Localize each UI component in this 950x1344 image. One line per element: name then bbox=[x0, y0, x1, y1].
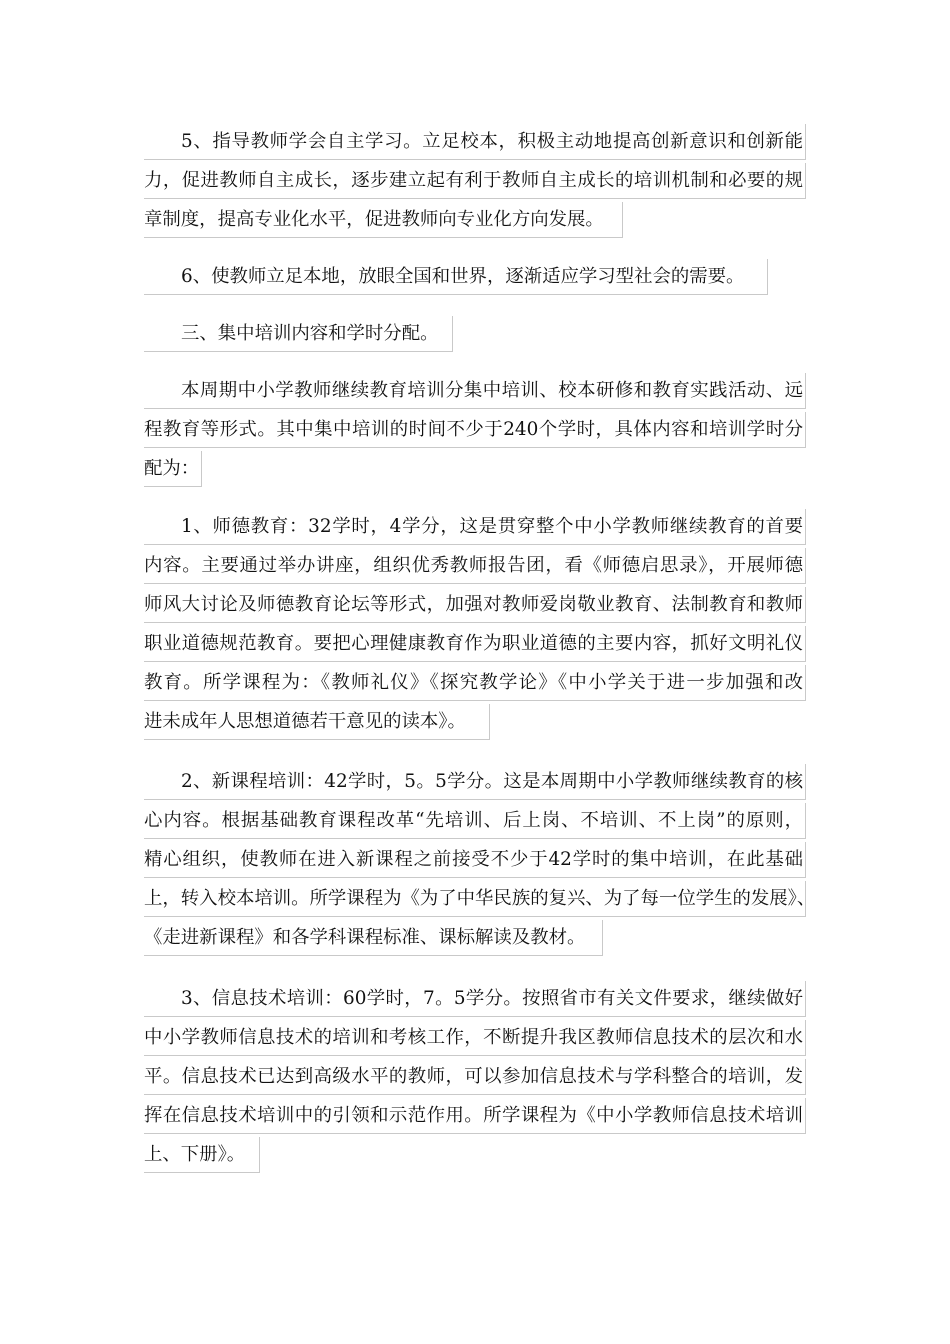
text-line: 本周期中小学教师继续教育培训分集中培训、校本研修和教育实践活动、远 bbox=[144, 373, 806, 409]
text-line: 内容。主要通过举办讲座，组织优秀教师报告团，看《师德启思录》，开展师德 bbox=[144, 548, 806, 584]
text-line: 挥在信息技术培训中的引领和示范作用。所学课程为《中小学教师信息技术培训 bbox=[144, 1098, 806, 1134]
text-line: 上、下册》。 bbox=[144, 1137, 260, 1173]
text-line: 程教育等形式。其中集中培训的时间不少于240个学时，具体内容和培训学时分 bbox=[144, 412, 806, 448]
text-line: 中小学教师信息技术的培训和考核工作，不断提升我区教师信息技术的层次和水 bbox=[144, 1020, 806, 1056]
text-line: 力，促进教师自主成长，逐步建立起有利于教师自主成长的培训机制和必要的规 bbox=[144, 163, 806, 199]
text-line: 教育。所学课程为：《教师礼仪》《探究教学论》《中小学关于进一步加强和改 bbox=[144, 665, 806, 701]
text-line: 6、使教师立足本地，放眼全国和世界，逐渐适应学习型社会的需要。 bbox=[144, 259, 768, 295]
text-line: 心内容。根据基础教育课程改革“先培训、后上岗、不培训、不上岗”的原则， bbox=[144, 803, 806, 839]
text-line: 3、信息技术培训：60学时，7。5学分。按照省市有关文件要求，继续做好 bbox=[144, 981, 806, 1017]
text-line: 进未成年人思想道德若干意见的读本》。 bbox=[144, 704, 490, 740]
heading-line: 三、集中培训内容和学时分配。 bbox=[144, 316, 453, 352]
text-line: 配为： bbox=[144, 451, 202, 487]
text-line: 上，转入校本培训。所学课程为《为了中华民族的复兴、为了每一位学生的发展》、 bbox=[144, 881, 806, 917]
text-line: 师风大讨论及师德教育论坛等形式，加强对教师爱岗敬业教育、法制教育和教师 bbox=[144, 587, 806, 623]
text-line: 章制度，提高专业化水平，促进教师向专业化方向发展。 bbox=[144, 202, 623, 238]
text-line: 5、指导教师学会自主学习。立足校本，积极主动地提高创新意识和创新能 bbox=[144, 124, 806, 160]
text-line: 平。信息技术已达到高级水平的教师，可以参加信息技术与学科整合的培训，发 bbox=[144, 1059, 806, 1095]
text-line: 精心组织，使教师在进入新课程之前接受不少于42学时的集中培训，在此基础 bbox=[144, 842, 806, 878]
text-line: 2、新课程培训：42学时，5。5学分。这是本周期中小学教师继续教育的核 bbox=[144, 764, 806, 800]
text-line: 《走进新课程》和各学科课程标准、课标解读及教材。 bbox=[144, 920, 603, 956]
text-line: 职业道德规范教育。要把心理健康教育作为职业道德的主要内容，抓好文明礼仪 bbox=[144, 626, 806, 662]
text-line: 1、师德教育：32学时，4学分，这是贯穿整个中小学教师继续教育的首要 bbox=[144, 509, 806, 545]
